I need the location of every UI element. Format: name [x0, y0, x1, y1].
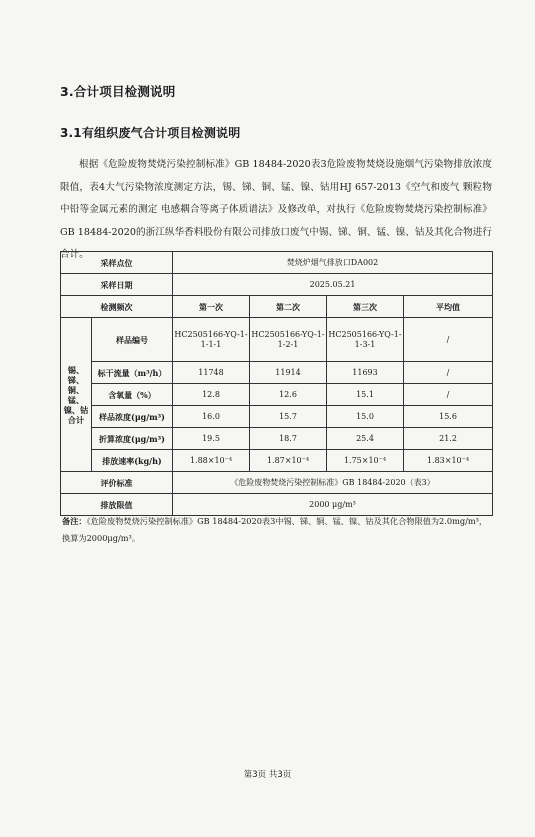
- cell: 12.6: [250, 384, 327, 406]
- sampling-point-label: 采样点位: [61, 252, 173, 274]
- cell: 1.83×10⁻⁴: [404, 450, 493, 472]
- table-row: [61, 384, 493, 406]
- cell: 15.7: [250, 406, 327, 428]
- row-label: 标干流量（m³/h）: [92, 362, 173, 384]
- cell: /: [404, 318, 493, 362]
- cell: 15.1: [327, 384, 404, 406]
- table-row-frequency: [61, 296, 493, 318]
- cell: 21.2: [404, 428, 493, 450]
- cell: 12.8: [173, 384, 250, 406]
- sampling-date-value: 2025.05.21: [173, 274, 493, 296]
- group-label: 锡、锑、铜、锰、镍、钴合计: [61, 318, 92, 472]
- remark-label: 备注：: [62, 516, 87, 526]
- table-row-sampling-date: [61, 274, 493, 296]
- cell: 18.7: [250, 428, 327, 450]
- cell: /: [404, 384, 493, 406]
- table-row: [61, 406, 493, 428]
- cell: /: [404, 362, 493, 384]
- limit-label: 排放限值: [61, 494, 173, 516]
- cell: 1.87×10⁻⁴: [250, 450, 327, 472]
- page-number: 第3页 共3页: [243, 770, 292, 780]
- cell: HC2505166-YQ-1-1-2-1: [250, 318, 327, 362]
- standard-value: 《危险废物焚烧污染控制标准》GB 18484-2020（表3）: [173, 472, 493, 494]
- table-row-sampling-point: [61, 252, 493, 274]
- row-label: 含氧量（%）: [92, 384, 173, 406]
- table-row-standard: [61, 472, 493, 494]
- cell: 19.5: [173, 428, 250, 450]
- frequency-label: 检测频次: [61, 296, 173, 318]
- limit-value: 2000 μg/m³: [173, 494, 493, 516]
- row-label: 折算浓度(μg/m³): [92, 428, 173, 450]
- row-label: 排放速率(kg/h): [92, 450, 173, 472]
- col-header-4: 平均值: [404, 296, 493, 318]
- row-label: 样品编号: [92, 318, 173, 362]
- subsection-title: 3.1有组织废气合计项目检测说明: [60, 126, 241, 140]
- cell: 11748: [173, 362, 250, 384]
- table-row: [61, 318, 493, 362]
- cell: 11914: [250, 362, 327, 384]
- cell: 15.0: [327, 406, 404, 428]
- section-title: 3.合计项目检测说明: [60, 84, 176, 99]
- results-table: [60, 251, 493, 516]
- cell: 1.88×10⁻⁴: [173, 450, 250, 472]
- intro-paragraph: 根据《危险废物焚烧污染控制标准》GB 18484-2020表3危险废物焚烧设施烟气污染物排放浓度限值，表4大气污染物浓度测定方法，锡、锑、铜、锰、镍、钴用HJ 657-2013《空气和废气 颗粒物中铅等金属元素的测定 电感耦合等离子体质谱法》及修改单，对执行《危险废物焚烧污染控制标准》GB 18484-2020的浙江纵华香料股份有限公司排放口废气中锡、锑、铜、锰、镍、钴及其化合物进行合计。: [60, 159, 492, 260]
- row-label: 样品浓度(μg/m³): [92, 406, 173, 428]
- cell: 15.6: [404, 406, 493, 428]
- remark-text: 《危险废物焚烧污染控制标准》GB 18484-2020表3中锡、锑、铜、锰、镍、钴及其化合物限值为2.0mg/m³，换算为2000μg/m³。: [62, 516, 488, 543]
- remark: [62, 513, 492, 547]
- table-row: [61, 450, 493, 472]
- cell: 25.4: [327, 428, 404, 450]
- standard-label: 评价标准: [61, 472, 173, 494]
- col-header-2: 第二次: [250, 296, 327, 318]
- cell: HC2505166-YQ-1-1-1-1: [173, 318, 250, 362]
- col-header-1: 第一次: [173, 296, 250, 318]
- cell: 11693: [327, 362, 404, 384]
- col-header-3: 第三次: [327, 296, 404, 318]
- cell: 1.75×10⁻⁴: [327, 450, 404, 472]
- table-row: [61, 362, 493, 384]
- sampling-date-label: 采样日期: [61, 274, 173, 296]
- cell: 16.0: [173, 406, 250, 428]
- table-row: [61, 428, 493, 450]
- cell: HC2505166-YQ-1-1-3-1: [327, 318, 404, 362]
- sampling-point-value: 焚烧炉烟气排放口DA002: [173, 252, 493, 274]
